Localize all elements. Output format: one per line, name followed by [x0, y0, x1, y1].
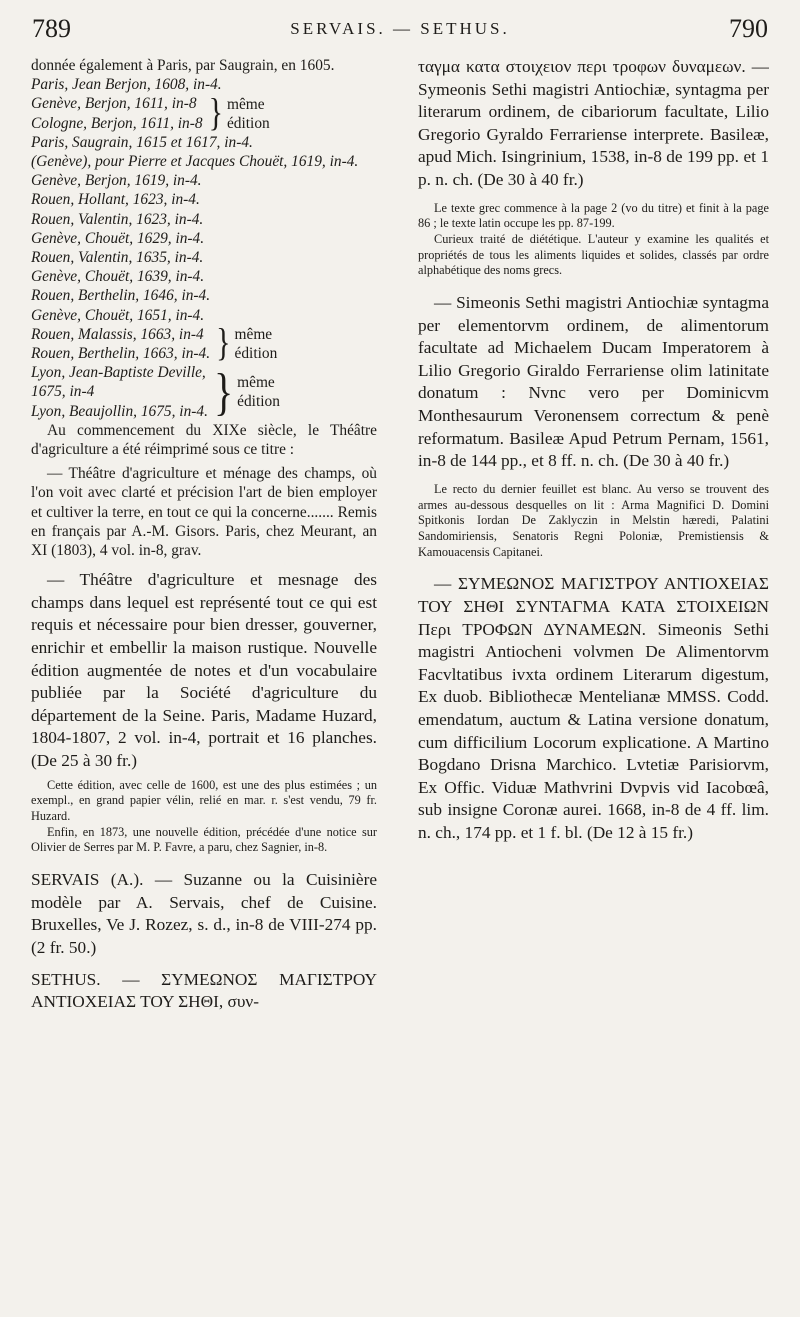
footnote: Enfin, en 1873, une nouvelle édition, précédée d'une notice sur Olivier de Serres par M. P. Favre, a paru, chez Sagnier, in-8.	[31, 824, 377, 855]
book-entry: — Simeonis Sethi magistri Antiochiæ syntagma per elementorvm ordinem, de alimentorum facultate ad Michaelem Ducam Imperatorem à Lilio Gregorio Giraldo Ferrariense olim latinitate donatum : Nvnc vero per Dominicvm Monthesaurum Veronensem correctum & penè reformatum. Basileæ Apud Petrum Pernam, 1561, in-8 de 144 pp., et 8 ff. n. ch. (De 30 à 40 fr.)	[418, 293, 769, 471]
body-text: Au commencement du XIXe siècle, le Théâtre d'agriculture a été réimprimé sous ce titre :	[31, 421, 377, 459]
edition-entry: Rouen, Hollant, 1623, in-4.	[31, 191, 200, 209]
group-note: édition	[226, 114, 270, 132]
edition-entry: Rouen, Valentin, 1635, in-4.	[31, 249, 204, 267]
book-entry: SERVAIS (A.). — Suzanne ou la Cuisinière modèle par A. Servais, chef de Cuisine. Bruxelles, Ve J. Rozez, s. d., in-8 de VIII-274 pp. (2 fr. 50.)	[31, 870, 377, 957]
left-column	[31, 56, 377, 1014]
edition-group	[31, 363, 377, 421]
edition-entry: (Genève), pour Pierre et Jacques Chouët, 1619, in-4.	[31, 153, 359, 171]
page-header	[0, 14, 800, 48]
intro-text: donnée également à Paris, par Saugrain, en 1605.	[31, 57, 335, 74]
edition-entry: Lyon, Jean-Baptiste Deville,	[31, 364, 206, 382]
book-entry: ταγμα κατα στοιχειον περι τροφων δυναμεων. — Symeonis Sethi magistri Antiochiæ, syntagma per literarum ordinem, de cibariorum facultate, Lilio Gregorio Gyraldo Ferrariense interprete. Basileæ, apud Mich. Isingrinium, 1538, in-8 de 199 pp. et 1 p. n. ch. (De 30 à 40 fr.)	[418, 57, 769, 189]
edition-entry: Rouen, Valentin, 1623, in-4.	[31, 210, 204, 228]
footnote: Le recto du dernier feuillet est blanc. Au verso se trouvent des armes au-dessous desquelles on lit : Arma Magnifici D. Domini Spitkonis Iordan De Zaklyczin in Melstin hæredi, Palatini Sandomiriensis, Senatoris Regni Poloniæ, Premistiensis & Kamouacensis Capitanei.	[418, 481, 769, 559]
edition-entry: Lyon, Beaujollin, 1675, in-4.	[31, 402, 208, 420]
running-title: SERVAIS. — SETHUS.	[290, 19, 510, 38]
edition-entry: Genève, Chouët, 1639, in-4.	[31, 268, 205, 286]
right-column	[418, 56, 769, 844]
edition-entry: Genève, Chouët, 1651, in-4.	[31, 306, 205, 324]
page-number-right: 790	[729, 14, 768, 43]
edition-group	[31, 91, 377, 135]
brace: }	[208, 91, 223, 135]
footnote: Cette édition, avec celle de 1600, est une des plus estimées ; un exempl., en grand papier vélin, relié en mar. r. s'est vendu, 79 fr. Huzard.	[31, 777, 377, 824]
edition-entry: Genève, Berjon, 1619, in-4.	[31, 172, 202, 190]
edition-entry: Paris, Jean Berjon, 1608, in-4.	[31, 76, 222, 94]
edition-entry: Rouen, Berthelin, 1646, in-4.	[31, 287, 211, 305]
edition-entry: Paris, Saugrain, 1615 et 1617, in-4.	[31, 133, 253, 151]
edition-entry: Genève, Berjon, 1611, in-8	[31, 95, 197, 113]
edition-entry: Genève, Chouët, 1629, in-4.	[31, 229, 205, 247]
group-note: édition	[237, 393, 280, 411]
group-note: édition	[234, 345, 278, 363]
group-note: même	[226, 95, 265, 113]
footnote: Curieux traité de diététique. L'auteur y examine les qualités et propriétés de tous les aliments liquides et solides, classés par ordre alphabétique des noms grecs.	[418, 231, 769, 278]
edition-entry: Rouen, Malassis, 1663, in-4	[31, 325, 204, 343]
footnote: Le texte grec commence à la page 2 (vo du titre) et finit à la page 86 ; le texte latin occupe les pp. 87-199.	[418, 200, 769, 231]
book-entry: SETHUS. — ΣΥΜΕΩΝΟΣ ΜΑΓΙΣΤΡΟΥ ΑΝΤΙΟΧΕΙΑΣ ΤΟΥ ΣΗΘΙ, συν-	[31, 969, 377, 1012]
book-entry: — Théâtre d'agriculture et mesnage des champs dans lequel est représenté tout ce qui est requis et nécessaire pour bien dresser, gouverner, enrichir et embellir la maison rustique. Nouvelle édition augmentée de notes et d'un vocabulaire publiée par la Société d'agriculture du département de la Seine. Paris, Madame Huzard, 1804-1807, 2 vol. in-4, portrait et 16 planches. (De 25 à 30 fr.)	[31, 570, 377, 771]
edition-entry: Rouen, Berthelin, 1663, in-4.	[31, 345, 211, 363]
group-note: même	[234, 326, 273, 344]
edition-group	[31, 321, 377, 365]
brace: }	[216, 321, 231, 365]
page-number-left: 789	[32, 14, 71, 43]
group-note: même	[237, 374, 275, 392]
edition-entry: 1675, in-4	[31, 383, 95, 401]
book-entry: — ΣΥΜΕΩΝΟΣ ΜΑΓΙΣΤΡΟΥ ΑΝΤΙΟΧΕΙΑΣ ΤΟΥ ΣΗΘΙ ΣΥΝΤΑΓΜΑ ΚΑΤΑ ΣΤΟΙΧΕΙΩΝ Περι ΤΡΟΦΩΝ ΔΥΝΑΜΕΩΝ. Simeonis Sethi magistri Antiocheni volvmen De Alimentorvm Facvltatibus ivxta ordinem Literarum digestum, Ex duob. Bibliothecæ Mentelianæ MMSS. Codd. emendatum, auctum & Latina versione donatum, cum difficilium Locorum explicatione. A Martino Bogdano Drisna Marchico. Lvtetiæ Parisiorvm, Ex Offic. Viduæ Mathvrini Dvpvis vid Iacobœâ, sub insigne Coronæ aurei. 1668, in-8 de 4 ff. lim. n. ch., 174 pp. et 1 f. bl. (De 12 à 15 fr.)	[418, 574, 769, 842]
edition-entry: Cologne, Berjon, 1611, in-8	[31, 114, 203, 132]
body-text: — Théâtre d'agriculture et ménage des champs, où l'on voit avec clarté et précision l'art de bien employer et cultiver la terre, en tout ce qui la concerne....... Remis en français par A.-M. Gisors. Paris, chez Meurant, an XI (1803), 4 vol. in-8, grav.	[31, 465, 377, 560]
brace: }	[213, 362, 234, 421]
